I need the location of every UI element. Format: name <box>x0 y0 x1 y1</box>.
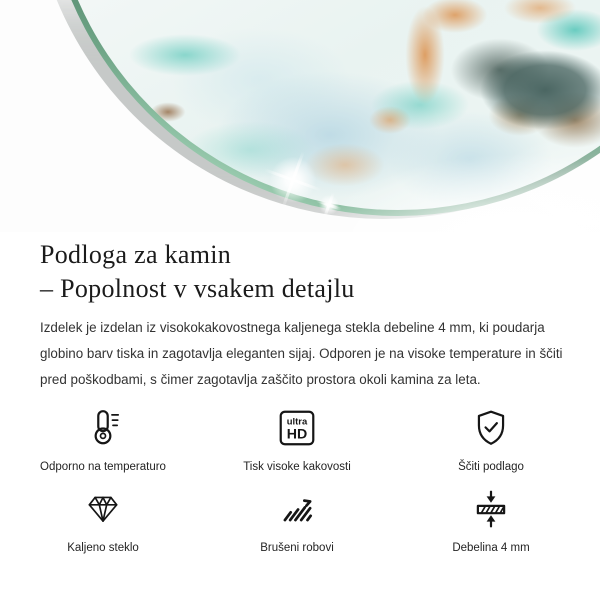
feature-label: Kaljeno steklo <box>67 541 139 554</box>
product-hero-image <box>0 0 600 232</box>
diamond-icon <box>82 488 124 530</box>
title-line-1: Podloga za kamin <box>40 240 232 269</box>
feature-label: Brušeni robovi <box>260 541 334 554</box>
feature-protects-surface <box>394 407 588 474</box>
feature-label: Debelina 4 mm <box>452 541 530 554</box>
feature-label: Odporno na temperaturo <box>40 460 166 473</box>
thickness-icon <box>470 488 512 530</box>
product-description: Izdelek je izdelan iz visokokakovostnega kaljenega stekla debeline 4 mm, ki poudarja globino barv tiska in zagotavlja eleganten sijaj. Odporen je na visoke temperature in ščiti pred poškodbami, s čimer zagotavlja zaščito prostora okoli kamina za leta. <box>40 319 563 387</box>
thermometer-icon <box>82 407 124 449</box>
feature-heat-resistant <box>6 407 200 474</box>
feature-polished-edges <box>200 488 394 555</box>
title-line-2: – Popolnost v vsakem detajlu <box>40 273 355 303</box>
ultra-hd-icon-text-top: ultra <box>286 415 308 427</box>
ultra-hd-icon-text-bottom: HD <box>286 426 308 443</box>
page-title <box>40 238 560 306</box>
product-info-section <box>0 238 600 555</box>
ultra-hd-icon <box>276 407 318 449</box>
bevel-hatch-icon <box>276 488 318 530</box>
feature-tempered-glass <box>6 488 200 555</box>
feature-label: Ščiti podlago <box>458 460 524 473</box>
feature-print-quality <box>200 407 394 474</box>
feature-grid <box>6 407 588 555</box>
shield-check-icon <box>470 407 512 449</box>
feature-thickness <box>394 488 588 555</box>
feature-label: Tisk visoke kakovosti <box>243 460 351 473</box>
